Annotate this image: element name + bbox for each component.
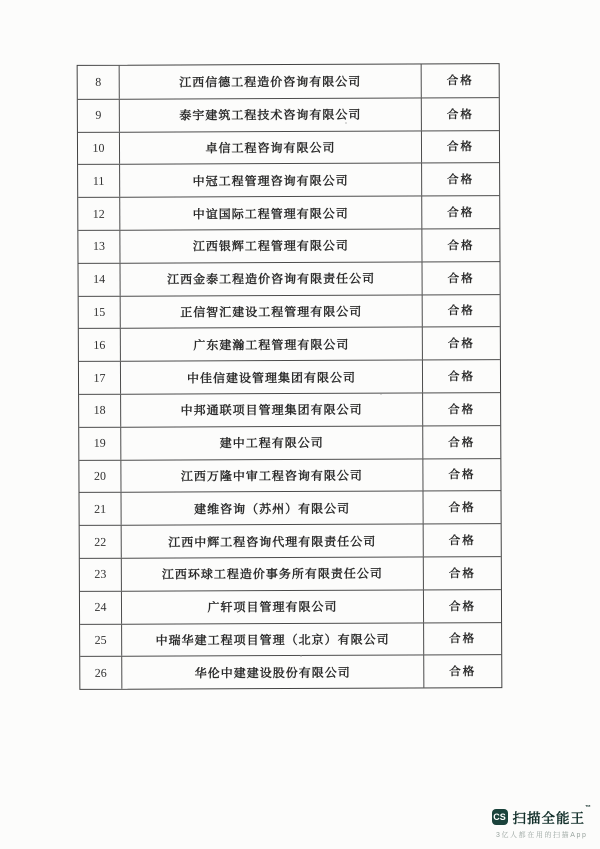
table-row	[78, 130, 499, 165]
result-cell: 合格	[447, 305, 475, 318]
table-row	[79, 294, 500, 329]
company-name-cell: 卓信工程咨询有限公司	[120, 131, 422, 164]
table-row	[78, 228, 499, 263]
table-row	[78, 195, 499, 230]
row-number-cell: 17	[79, 362, 121, 394]
company-name-cell: 江西环球工程造价事务所有限责任公司	[122, 557, 424, 590]
row-number-cell: 25	[80, 624, 122, 656]
result-cell: 合格	[448, 502, 476, 515]
scan-speck	[455, 540, 457, 542]
result-cell: 合格	[447, 272, 475, 285]
row-number-cell: 15	[79, 296, 121, 328]
row-number-cell: 26	[80, 657, 122, 689]
result-cell: 合格	[448, 568, 476, 581]
table-row	[79, 326, 500, 361]
table-row	[80, 490, 501, 525]
result-cell: 合格	[447, 338, 475, 351]
row-number-cell: 8	[78, 66, 120, 99]
camscanner-logo-row	[492, 807, 593, 827]
table-row	[78, 162, 499, 197]
company-name-cell: 正信智汇建设工程管理有限公司	[121, 295, 423, 328]
row-number-cell: 18	[79, 395, 121, 427]
company-name-cell: 中瑞华建工程项目管理（北京）有限公司	[122, 623, 424, 656]
result-cell: 合格	[447, 371, 476, 384]
row-number-cell: 14	[79, 264, 121, 296]
result-cell: 合格	[448, 535, 476, 548]
table-row	[80, 523, 501, 558]
company-name-cell: 江西银辉工程管理有限公司	[120, 229, 422, 262]
row-number-cell: 24	[80, 591, 122, 623]
result-cell: 合格	[447, 240, 475, 253]
table-row	[79, 392, 500, 427]
camscanner-tagline: 3亿人都在用的扫描App	[495, 832, 588, 839]
company-name-cell: 广轩项目管理有限公司	[122, 590, 424, 623]
table-row	[79, 261, 500, 296]
result-cell: 合格	[448, 404, 476, 417]
row-number-cell: 22	[80, 526, 122, 558]
table-row	[79, 359, 500, 394]
scan-speck	[345, 122, 347, 124]
company-name-cell: 江西信德工程造价咨询有限公司	[120, 64, 422, 98]
table-row	[80, 622, 501, 657]
row-number-cell: 21	[80, 493, 122, 525]
result-cell: 合格	[447, 174, 475, 187]
trademark-mark: ™	[585, 805, 592, 811]
result-cell: 合格	[448, 600, 477, 613]
table-row	[80, 556, 501, 591]
result-cell: 合格	[446, 141, 475, 154]
qualification-results-table	[77, 63, 503, 690]
table-row	[78, 64, 499, 99]
camscanner-cs-badge-icon: CS	[492, 809, 508, 825]
result-cell: 合格	[446, 108, 474, 121]
table-row	[80, 589, 501, 624]
company-name-cell: 建中工程有限公司	[121, 426, 423, 459]
scan-speck	[300, 655, 302, 657]
company-name-cell: 中佳信建设管理集团有限公司	[121, 361, 423, 394]
app-name-text: 扫描全能王	[512, 811, 585, 826]
company-name-cell: 华伦中建建设股份有限公司	[122, 656, 424, 689]
table-row	[80, 654, 501, 689]
table-row	[78, 97, 499, 132]
row-number-cell: 23	[80, 559, 122, 591]
camscanner-app-name	[513, 807, 593, 827]
camscanner-watermark	[492, 807, 593, 840]
company-name-cell: 泰宇建筑工程技术咨询有限公司	[120, 98, 422, 131]
company-name-cell: 江西中辉工程咨询代理有限责任公司	[122, 525, 424, 558]
row-number-cell: 13	[78, 231, 120, 263]
company-name-cell: 中冠工程管理咨询有限公司	[120, 164, 422, 197]
company-name-cell: 广东建瀚工程管理有限公司	[121, 328, 423, 361]
company-name-cell: 江西金泰工程造价咨询有限责任公司	[121, 262, 423, 295]
row-number-cell: 12	[78, 198, 120, 230]
row-number-cell: 20	[79, 460, 121, 492]
table-row	[79, 425, 500, 460]
company-name-cell: 建维咨询（苏州）有限公司	[122, 492, 424, 525]
row-number-cell: 10	[78, 132, 120, 164]
result-cell: 合格	[448, 436, 476, 449]
row-number-cell: 16	[79, 329, 121, 361]
company-name-cell: 江西万隆中审工程咨询有限公司	[121, 459, 423, 492]
result-cell: 合格	[449, 666, 477, 679]
result-cell: 合格	[449, 633, 477, 646]
result-cell: 合格	[447, 207, 475, 220]
table-row	[79, 458, 500, 493]
row-number-cell: 11	[78, 165, 120, 197]
result-cell: 合格	[448, 469, 476, 482]
row-number-cell: 9	[78, 100, 120, 132]
company-name-cell: 中谊国际工程管理有限公司	[120, 197, 422, 230]
result-cell: 合格	[446, 75, 474, 88]
scan-speck	[380, 393, 382, 395]
company-name-cell: 中邦通联项目管理集团有限公司	[121, 393, 423, 426]
row-number-cell: 19	[79, 428, 121, 460]
